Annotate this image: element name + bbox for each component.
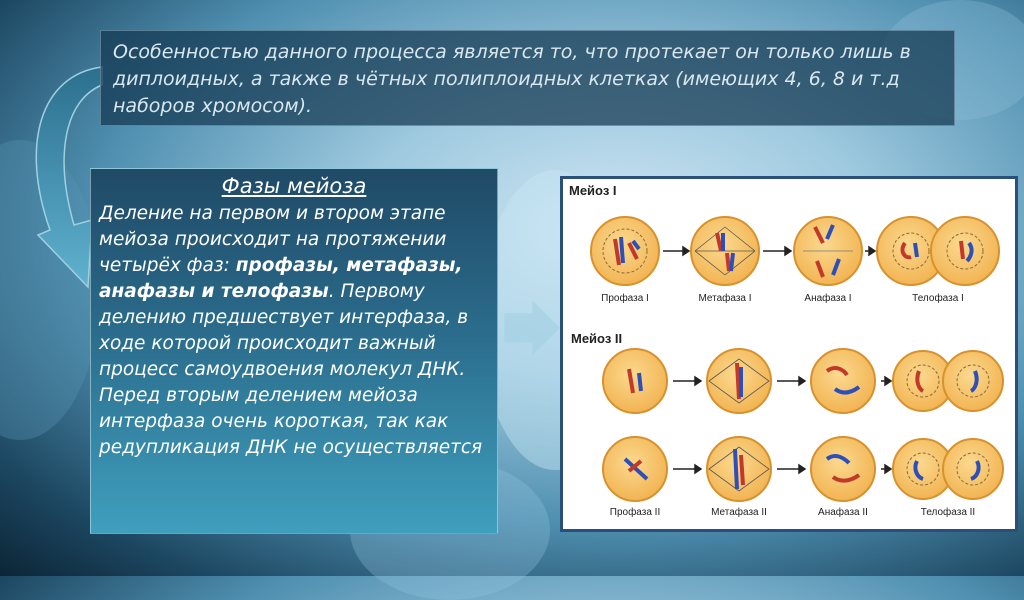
label-prophase1: Профаза I — [601, 293, 649, 304]
metaphase2-cell-a — [707, 349, 771, 413]
anaphase2-cell-a — [811, 349, 875, 413]
anaphase2-cell-b — [811, 437, 875, 501]
prophase2-cell-b — [603, 437, 667, 501]
label-metaphase2: Метафаза II — [711, 507, 767, 518]
phases-text-box — [90, 168, 498, 534]
label-telophase1: Телофаза I — [912, 293, 964, 304]
phases-body — [99, 201, 489, 461]
label-prophase2: Профаза II — [609, 507, 661, 518]
phases-intro: Деление на первом и втором этапе мейоза происходит на протяжении четырёх фаз: — [99, 203, 447, 276]
meiosis1-label: Мейоз I — [569, 183, 617, 198]
prophase2-cell-a — [603, 349, 667, 413]
meiosis2-label: Мейоз II — [571, 331, 623, 346]
phases-bold: профазы, метафазы, анафазы и телофазы — [99, 255, 463, 302]
label-anaphase1: Анафаза I — [804, 293, 852, 304]
meiosis-drawing — [563, 179, 1015, 529]
top-text: Особенностью данного процесса является то, что протекает он только лишь в диплоидных, а также в чётных полиплоидных клетках (имеющих 4, 6, 8 и т.д наборов хромосом). — [113, 41, 911, 117]
telophase2-cell-b — [893, 439, 1003, 499]
label-metaphase1: Метафаза I — [698, 293, 752, 304]
meiosis-diagram — [560, 176, 1018, 532]
metaphase2-cell-b — [707, 437, 771, 501]
label-anaphase2: Анафаза II — [818, 507, 868, 518]
telophase1-cell — [877, 217, 999, 285]
phases-rest: . Первому делению предшествует интерфаза, в ходе которой происходит важный процесс самоудвоения молекул ДНК. Перед вторым делением мейоза интерфаза очень короткая, так как редупликация ДНК не осуществляется — [99, 281, 483, 458]
telophase2-cell-a — [893, 351, 1003, 411]
metaphase1-cell — [691, 217, 759, 285]
prophase1-cell — [591, 217, 659, 285]
phases-title: Фазы мейоза — [221, 174, 367, 198]
label-telophase2: Телофаза II — [920, 507, 976, 518]
right-arrow-icon — [503, 300, 561, 356]
top-text-box — [100, 30, 955, 126]
anaphase1-cell — [794, 217, 862, 285]
